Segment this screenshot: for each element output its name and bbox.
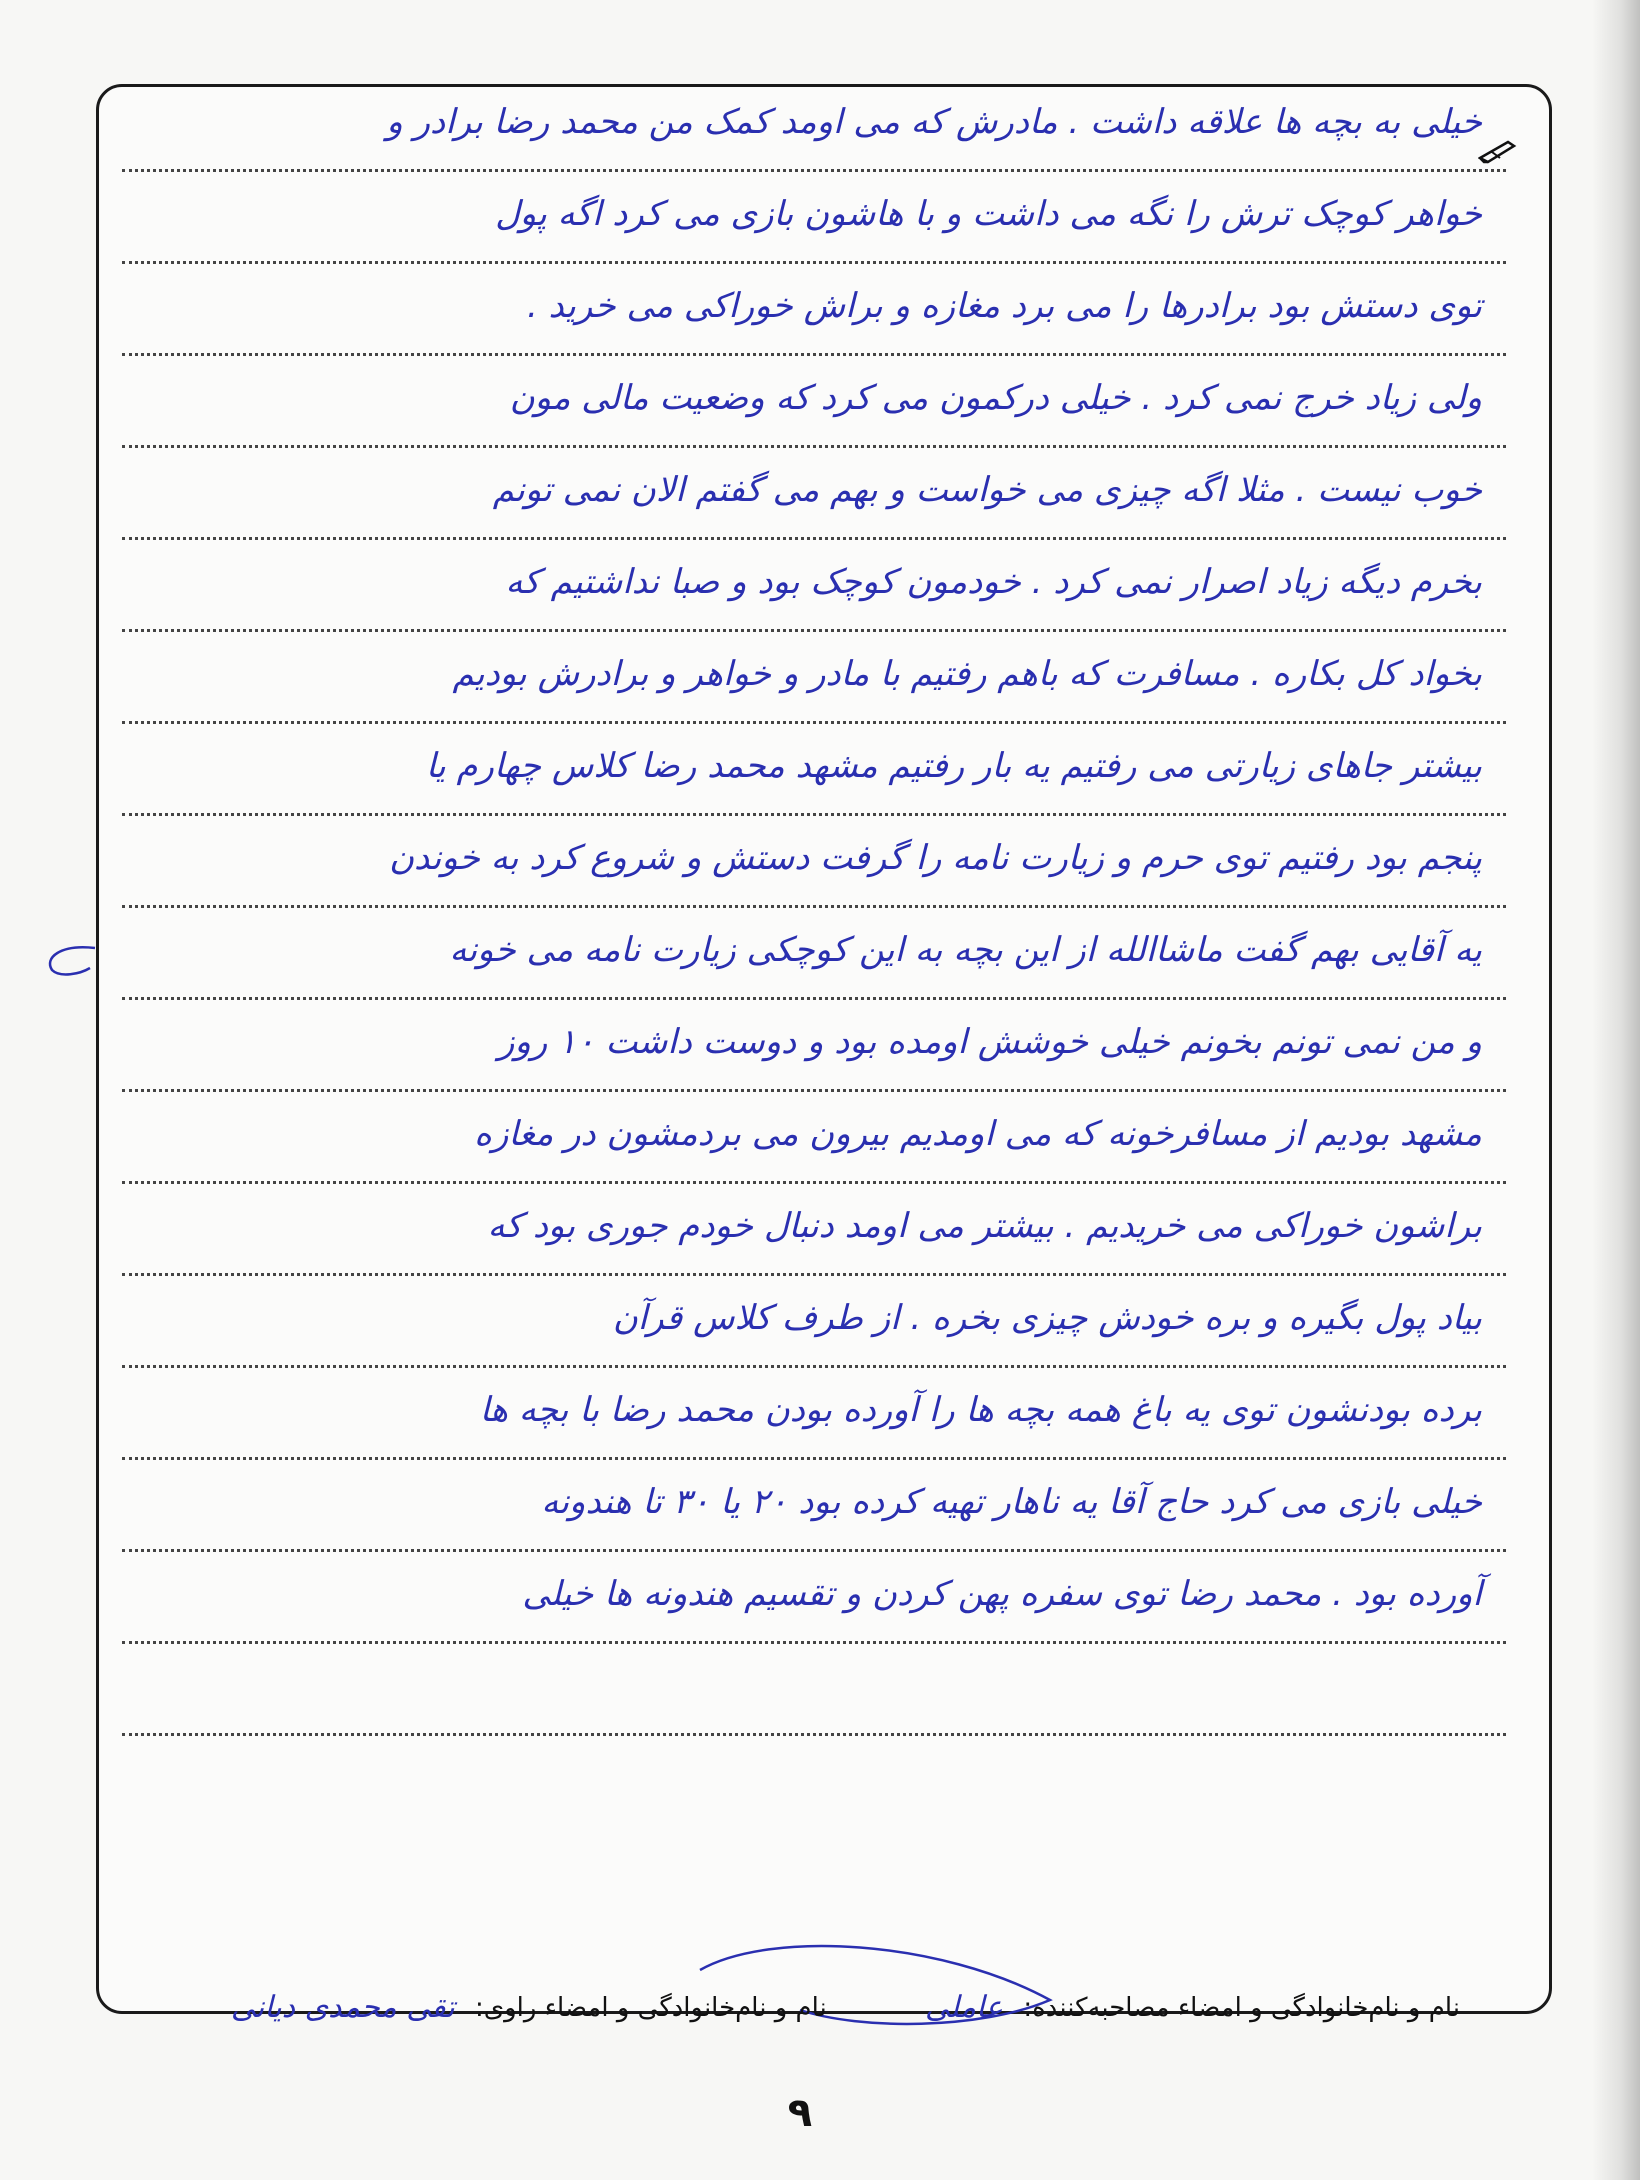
interviewer-signature: عاملی <box>925 1990 1004 2025</box>
signature-footer <box>120 1990 1520 2038</box>
margin-scribble <box>40 940 100 980</box>
text-line: مشهد بودیم از مسافرخونه که می اومدیم بیرون می بردمشون در مغازه <box>122 1104 1506 1184</box>
text-line <box>122 1656 1506 1736</box>
page-edge-shadow <box>1592 0 1640 2180</box>
text-line: ولی زیاد خرج نمی کرد . خیلی درکمون می کرد که وضعیت مالی مون <box>122 368 1506 448</box>
text-line: بخرم دیگه زیاد اصرار نمی کرد . خودمون کوچک بود و صبا نداشتیم که <box>122 552 1506 632</box>
interviewee-signature: تقی محمدی دیانی <box>230 1990 455 2025</box>
text-line: یه آقایی بهم گفت ماشاالله از این بچه به این کوچکی زیارت نامه می خونه <box>122 920 1506 1000</box>
interviewer-label: نام و نام‌خانوادگی و امضاء مصاحبه‌کننده: <box>1023 1992 1460 2023</box>
text-line: خوب نیست . مثلا اگه چیزی می خواست و بهم می گفتم الان نمی تونم <box>122 460 1506 540</box>
text-line: و من نمی تونم بخونم خیلی خوشش اومده بود و دوست داشت ۱۰ روز <box>122 1012 1506 1092</box>
text-line: خیلی به بچه ها علاقه داشت . مادرش که می اومد کمک من محمد رضا برادر و <box>122 92 1506 172</box>
text-line: برده بودنشون توی یه باغ همه بچه ها را آورده بودن محمد رضا با بچه ها <box>122 1380 1506 1460</box>
interviewee-label: نام و نام‌خانوادگی و امضاء راوی: <box>475 1992 827 2023</box>
text-line: خیلی بازی می کرد حاج آقا یه ناهار تهیه کرده بود ۲۰ یا ۳۰ تا هندونه <box>122 1472 1506 1552</box>
text-line: بخواد کل بکاره . مسافرت که باهم رفتیم با مادر و خواهر و برادرش بودیم <box>122 644 1506 724</box>
text-line: آورده بود . محمد رضا توی سفره پهن کردن و تقسیم هندونه ها خیلی <box>122 1564 1506 1644</box>
text-line: توی دستش بود برادرها را می برد مغازه و براش خوراکی می خرید . <box>122 276 1506 356</box>
text-line: بیشتر جاهای زیارتی می رفتیم یه بار رفتیم مشهد محمد رضا کلاس چهارم یا <box>122 736 1506 816</box>
text-line: براشون خوراکی می خریدیم . بیشتر می اومد دنبال خودم جوری بود که <box>122 1196 1506 1276</box>
text-line: پنجم بود رفتیم توی حرم و زیارت نامه را گرفت دستش و شروع کرد به خوندن <box>122 828 1506 908</box>
page-number: ۹ <box>787 2090 813 2136</box>
text-line: بیاد پول بگیره و بره خودش چیزی بخره . از طرف کلاس قرآن <box>122 1288 1506 1368</box>
text-line: خواهر کوچک ترش را نگه می داشت و با هاشون بازی می کرد اگه پول <box>122 184 1506 264</box>
